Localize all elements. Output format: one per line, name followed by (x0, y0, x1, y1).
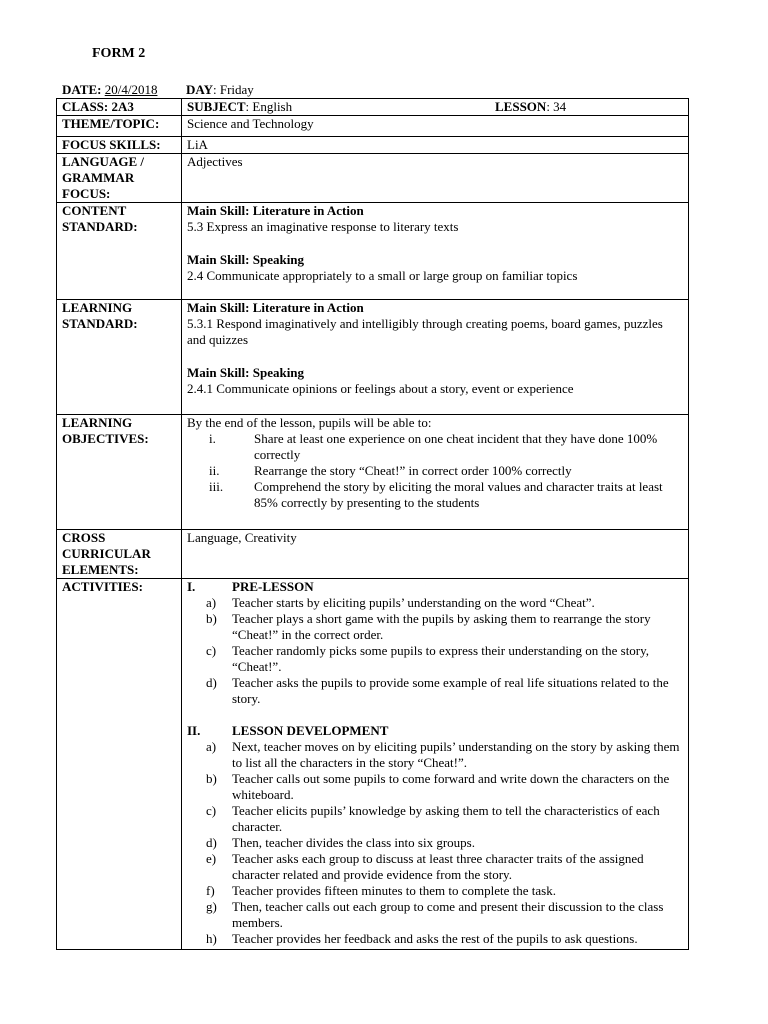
grammar-focus-row (57, 154, 689, 203)
list-item: b) Teacher plays a short game with the pupils by asking them to rearrange the story “Cheat!” in the correct order. (206, 611, 651, 642)
focus-skills-value: LiA (182, 137, 689, 154)
day-field: DAY: Friday (186, 82, 254, 97)
learning-skill-speaking: Main Skill: Speaking (187, 365, 305, 380)
content-standard-text-2: 2.4 Communicate appropriately to a small or large group on familiar topics (187, 268, 578, 283)
activities-value (182, 579, 689, 950)
learning-standard-label: LEARNING STANDARD: (57, 300, 182, 415)
section-heading-pre-lesson: I. PRE-LESSON (187, 579, 314, 594)
lesson-plan-table (56, 98, 689, 950)
learning-standard-value (182, 300, 689, 415)
objectives-list (187, 431, 683, 511)
list-item: g) Then, teacher calls out each group to come and present their discussion to the class members. (206, 899, 664, 930)
list-item: b) Teacher calls out some pupils to come forward and write down the characters on the whiteboard. (206, 771, 670, 802)
subject-value: : English (245, 99, 293, 114)
list-item: h) Teacher provides her feedback and asks the rest of the pupils to ask questions. (206, 931, 638, 946)
objectives-intro: By the end of the lesson, pupils will be able to: (187, 415, 432, 430)
theme-label: THEME/TOPIC: (57, 116, 182, 137)
grammar-focus-value: Adjectives (182, 154, 689, 203)
date-field: DATE: 20/4/2018 (62, 82, 158, 97)
cross-curricular-label: CROSS CURRICULAR ELEMENTS: (57, 530, 182, 579)
list-item: a) Teacher starts by eliciting pupils’ understanding on the word “Cheat”. (206, 595, 595, 610)
learning-objectives-row (57, 415, 689, 530)
content-standard-row (57, 203, 689, 300)
list-item: d) Teacher asks the pupils to provide some example of real life situations related to the story. (206, 675, 669, 706)
lesson-development-list (187, 739, 683, 947)
activities-label: ACTIVITIES: (57, 579, 182, 950)
class-subject-row (57, 99, 689, 116)
focus-skills-row (57, 137, 689, 154)
learning-skill-literature: Main Skill: Literature in Action (187, 300, 364, 315)
learning-standard-text-2: 2.4.1 Communicate opinions or feelings about a story, event or experience (187, 381, 574, 396)
list-item: e) Teacher asks each group to discuss at least three character traits of the assigned character related and provide evidence from the story. (206, 851, 644, 882)
learning-objectives-label: LEARNING OBJECTIVES: (57, 415, 182, 530)
pre-lesson-list (187, 595, 683, 707)
content-skill-speaking: Main Skill: Speaking (187, 252, 305, 267)
focus-skills-label: FOCUS SKILLS: (57, 137, 182, 154)
date-day-line (62, 82, 702, 98)
lesson-field: LESSON: 34 (495, 99, 567, 114)
list-item: iii. Comprehend the story by eliciting the moral values and character traits at least 85% correctly by presenting to the students (209, 479, 663, 510)
lesson-value: : 34 (546, 99, 567, 114)
list-item: i. Share at least one experience on one cheat incident that they have done 100% correctly (209, 431, 658, 462)
grammar-focus-label: LANGUAGE / GRAMMAR FOCUS: (57, 154, 182, 203)
list-item: a) Next, teacher moves on by eliciting pupils’ understanding on the story by asking them to list all the characters in the story “Cheat!”. (206, 739, 680, 770)
content-skill-literature: Main Skill: Literature in Action (187, 203, 364, 218)
content-standard-value (182, 203, 689, 300)
cross-curricular-value: Language, Creativity (182, 530, 689, 579)
theme-row (57, 116, 689, 137)
list-item: d) Then, teacher divides the class into six groups. (206, 835, 475, 850)
class-label: CLASS: 2A3 (57, 99, 182, 116)
learning-objectives-value (182, 415, 689, 530)
content-standard-label: CONTENT STANDARD: (57, 203, 182, 300)
list-item: f) Teacher provides fifteen minutes to them to complete the task. (206, 883, 556, 898)
section-heading-lesson-development: II. LESSON DEVELOPMENT (187, 723, 389, 738)
cross-curricular-row (57, 530, 689, 579)
learning-standard-text-1: 5.3.1 Respond imaginatively and intelligibly through creating poems, board games, puzzles and quizzes (187, 316, 663, 347)
date-value: 20/4/2018 (104, 82, 158, 97)
list-item: c) Teacher elicits pupils’ knowledge by asking them to tell the characteristics of each character. (206, 803, 660, 834)
subject-label: SUBJECT (187, 99, 246, 114)
subject-cell (182, 99, 689, 116)
content-standard-text-1: 5.3 Express an imaginative response to literary texts (187, 219, 459, 234)
activities-row (57, 579, 689, 950)
theme-value: Science and Technology (182, 116, 689, 137)
learning-standard-row (57, 300, 689, 415)
day-value: : Friday (212, 82, 254, 97)
list-item: ii. Rearrange the story “Cheat!” in correct order 100% correctly (209, 463, 572, 478)
list-item: c) Teacher randomly picks some pupils to express their understanding on the story, “Cheat!”. (206, 643, 650, 674)
form-title: FORM 2 (92, 46, 146, 61)
